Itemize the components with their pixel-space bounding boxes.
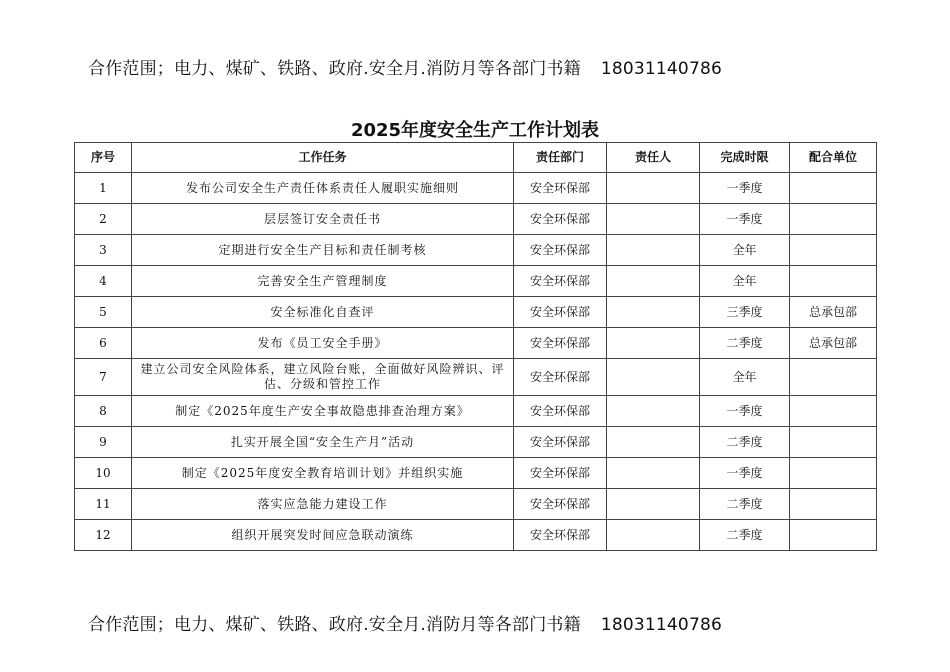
row-deadline: 一季度 xyxy=(700,396,790,427)
row-no: 4 xyxy=(75,266,132,297)
row-dept: 安全环保部 xyxy=(514,520,607,551)
header-partner: 配合单位 xyxy=(790,143,877,173)
row-no: 11 xyxy=(75,489,132,520)
row-deadline: 二季度 xyxy=(700,489,790,520)
row-deadline: 全年 xyxy=(700,359,790,396)
row-no: 5 xyxy=(75,297,132,328)
row-task: 制定《2025年度安全教育培训计划》并组织实施 xyxy=(132,458,514,489)
row-task: 完善安全生产管理制度 xyxy=(132,266,514,297)
row-partner xyxy=(790,520,877,551)
table-row xyxy=(75,520,877,551)
banner-phone: 18031140786 xyxy=(600,59,722,79)
row-task: 发布公司安全生产责任体系责任人履职实施细则 xyxy=(132,173,514,204)
row-dept: 安全环保部 xyxy=(514,427,607,458)
row-person xyxy=(607,359,700,396)
banner-phone: 18031140786 xyxy=(600,615,722,635)
cooperation-banner-bottom xyxy=(88,610,722,635)
document-title: 2025年度安全生产工作计划表 xyxy=(350,120,600,141)
banner-text: 合作范围；电力、煤矿、铁路、政府.安全月.消防月等各部门书籍 xyxy=(88,59,581,79)
row-dept: 安全环保部 xyxy=(514,204,607,235)
row-dept: 安全环保部 xyxy=(514,489,607,520)
row-no: 8 xyxy=(75,396,132,427)
row-person xyxy=(607,520,700,551)
row-person xyxy=(607,204,700,235)
header-no: 序号 xyxy=(75,143,132,173)
row-dept: 安全环保部 xyxy=(514,173,607,204)
table-row xyxy=(75,328,877,359)
row-deadline: 二季度 xyxy=(700,520,790,551)
banner-text: 合作范围；电力、煤矿、铁路、政府.安全月.消防月等各部门书籍 xyxy=(88,615,581,635)
row-partner xyxy=(790,173,877,204)
row-person xyxy=(607,297,700,328)
row-person xyxy=(607,396,700,427)
table-row xyxy=(75,458,877,489)
row-task: 发布《员工安全手册》 xyxy=(132,328,514,359)
row-partner xyxy=(790,266,877,297)
row-no: 3 xyxy=(75,235,132,266)
row-no: 1 xyxy=(75,173,132,204)
row-deadline: 二季度 xyxy=(700,427,790,458)
row-task: 层层签订安全责任书 xyxy=(132,204,514,235)
table-row xyxy=(75,204,877,235)
row-partner xyxy=(790,359,877,396)
row-deadline: 一季度 xyxy=(700,458,790,489)
row-partner xyxy=(790,235,877,266)
row-person xyxy=(607,328,700,359)
header-task: 工作任务 xyxy=(132,143,514,173)
row-dept: 安全环保部 xyxy=(514,396,607,427)
row-deadline: 全年 xyxy=(700,235,790,266)
row-task: 制定《2025年度生产安全事故隐患排查治理方案》 xyxy=(132,396,514,427)
table-header-row xyxy=(75,143,877,173)
row-person xyxy=(607,173,700,204)
table-row xyxy=(75,266,877,297)
row-task: 落实应急能力建设工作 xyxy=(132,489,514,520)
row-no: 12 xyxy=(75,520,132,551)
row-partner xyxy=(790,458,877,489)
header-person: 责任人 xyxy=(607,143,700,173)
row-person xyxy=(607,235,700,266)
row-dept: 安全环保部 xyxy=(514,359,607,396)
row-no: 7 xyxy=(75,359,132,396)
row-dept: 安全环保部 xyxy=(514,235,607,266)
row-deadline: 二季度 xyxy=(700,328,790,359)
cooperation-banner-top xyxy=(88,54,722,79)
table-row xyxy=(75,489,877,520)
row-task: 安全标准化自查评 xyxy=(132,297,514,328)
table-row xyxy=(75,396,877,427)
row-deadline: 一季度 xyxy=(700,204,790,235)
row-person xyxy=(607,458,700,489)
table-row xyxy=(75,173,877,204)
table-row xyxy=(75,359,877,396)
row-person xyxy=(607,266,700,297)
row-partner xyxy=(790,427,877,458)
row-partner: 总承包部 xyxy=(790,328,877,359)
work-plan-table xyxy=(74,142,877,551)
header-deadline: 完成时限 xyxy=(700,143,790,173)
row-partner: 总承包部 xyxy=(790,297,877,328)
row-person xyxy=(607,489,700,520)
row-no: 2 xyxy=(75,204,132,235)
row-partner xyxy=(790,396,877,427)
row-dept: 安全环保部 xyxy=(514,266,607,297)
row-deadline: 三季度 xyxy=(700,297,790,328)
row-task: 扎实开展全国“安全生产月”活动 xyxy=(132,427,514,458)
row-dept: 安全环保部 xyxy=(514,458,607,489)
row-task: 定期进行安全生产目标和责任制考核 xyxy=(132,235,514,266)
row-partner xyxy=(790,489,877,520)
row-no: 10 xyxy=(75,458,132,489)
row-person xyxy=(607,427,700,458)
row-no: 9 xyxy=(75,427,132,458)
row-deadline: 一季度 xyxy=(700,173,790,204)
table-row xyxy=(75,297,877,328)
row-task: 组织开展突发时间应急联动演练 xyxy=(132,520,514,551)
table-row xyxy=(75,235,877,266)
row-deadline: 全年 xyxy=(700,266,790,297)
row-dept: 安全环保部 xyxy=(514,297,607,328)
row-dept: 安全环保部 xyxy=(514,328,607,359)
row-partner xyxy=(790,204,877,235)
header-dept: 责任部门 xyxy=(514,143,607,173)
row-no: 6 xyxy=(75,328,132,359)
table-row xyxy=(75,427,877,458)
row-task: 建立公司安全风险体系，建立风险台账，全面做好风险辨识、评估、分级和管控工作 xyxy=(132,359,514,396)
